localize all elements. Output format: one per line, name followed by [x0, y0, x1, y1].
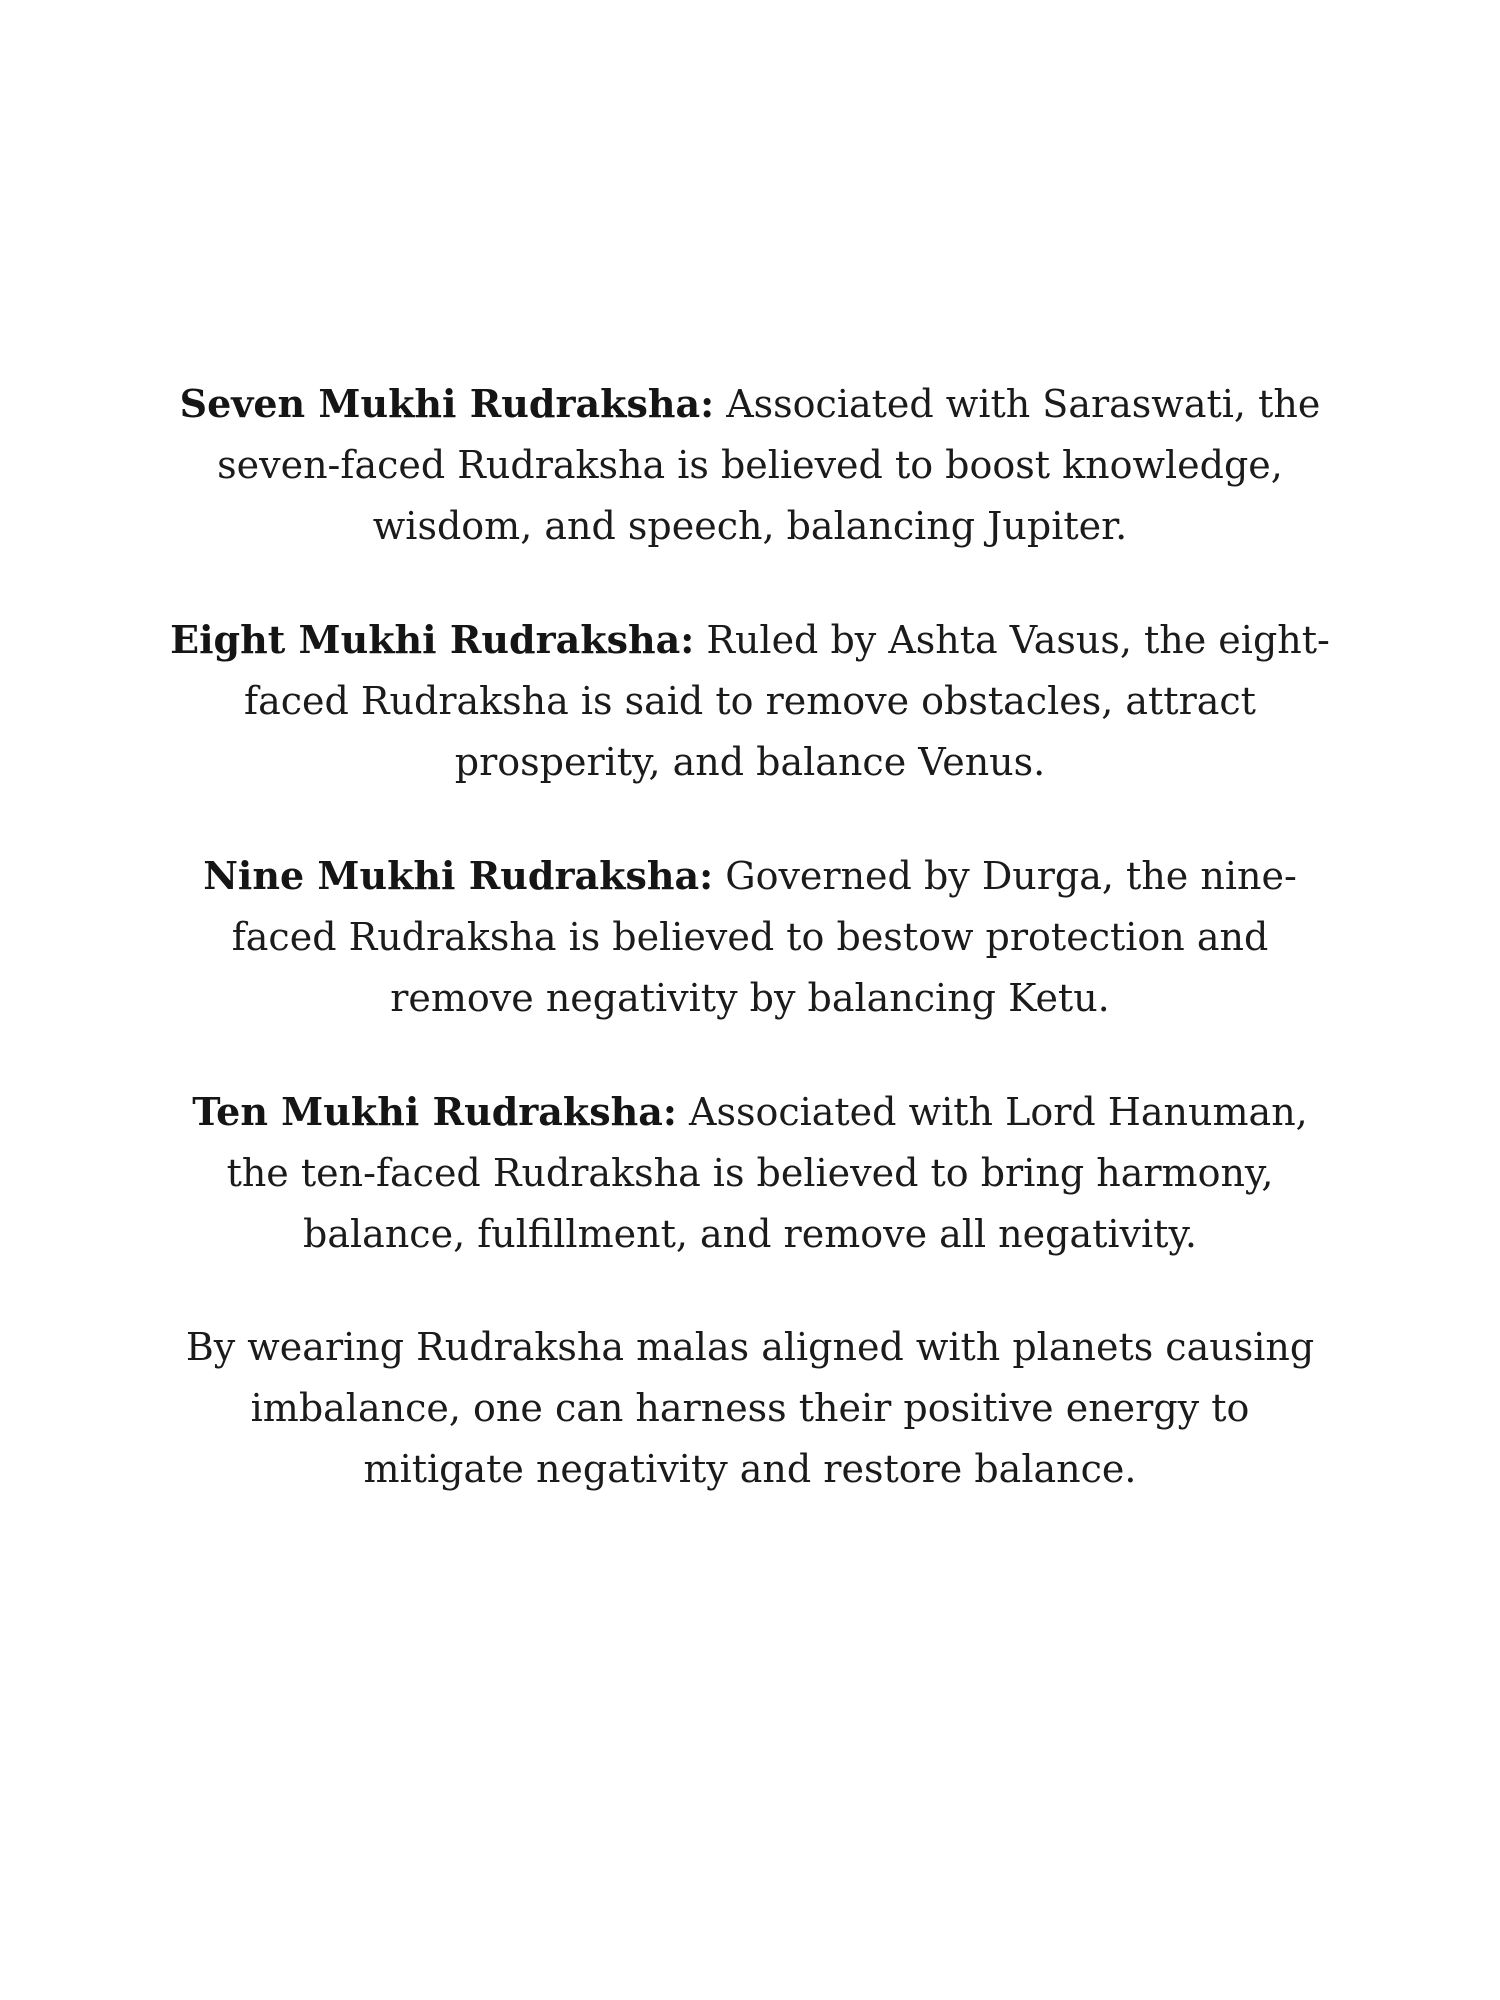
paragraph-line	[160, 373, 1340, 435]
paragraph-ten-mukhi	[160, 1081, 1340, 1265]
paragraph-line	[160, 1081, 1340, 1143]
term-heading: Ten Mukhi Rudraksha:	[192, 1089, 677, 1134]
paragraph-line: faced Rudraksha is believed to bestow protection and	[231, 915, 1269, 959]
paragraph-line: remove negativity by balancing Ketu.	[390, 976, 1110, 1020]
paragraph-line: seven-faced Rudraksha is believed to boost knowledge,	[217, 443, 1283, 487]
paragraph-line: balance, fulfillment, and remove all negativity.	[303, 1212, 1197, 1256]
line-text: Associated with Lord Hanuman,	[676, 1090, 1308, 1134]
paragraph-line	[160, 609, 1340, 671]
paragraph-line: mitigate negativity and restore balance.	[363, 1447, 1137, 1491]
paragraph-line	[160, 845, 1340, 907]
paragraph-line: By wearing Rudraksha malas aligned with planets causing	[185, 1325, 1315, 1369]
paragraph-line: faced Rudraksha is said to remove obstacles, attract	[244, 679, 1256, 723]
paragraph-nine-mukhi	[160, 845, 1340, 1029]
paragraph-line: wisdom, and speech, balancing Jupiter.	[372, 504, 1128, 548]
line-text: Ruled by Ashta Vasus, the eight-	[694, 618, 1330, 662]
term-heading: Nine Mukhi Rudraksha:	[203, 853, 714, 898]
paragraph-line: imbalance, one can harness their positive energy to	[250, 1386, 1250, 1430]
term-heading: Eight Mukhi Rudraksha:	[170, 617, 695, 662]
paragraph-line: the ten-faced Rudraksha is believed to bring harmony,	[226, 1151, 1274, 1195]
paragraph-seven-mukhi	[160, 373, 1340, 557]
line-text: Associated with Saraswati, the	[714, 382, 1321, 426]
document-body	[160, 373, 1340, 1552]
line-text: Governed by Durga, the nine-	[713, 854, 1297, 898]
paragraph-line: prosperity, and balance Venus.	[454, 740, 1046, 784]
term-heading: Seven Mukhi Rudraksha:	[179, 381, 715, 426]
paragraph-eight-mukhi	[160, 609, 1340, 793]
paragraph-conclusion	[160, 1317, 1340, 1500]
